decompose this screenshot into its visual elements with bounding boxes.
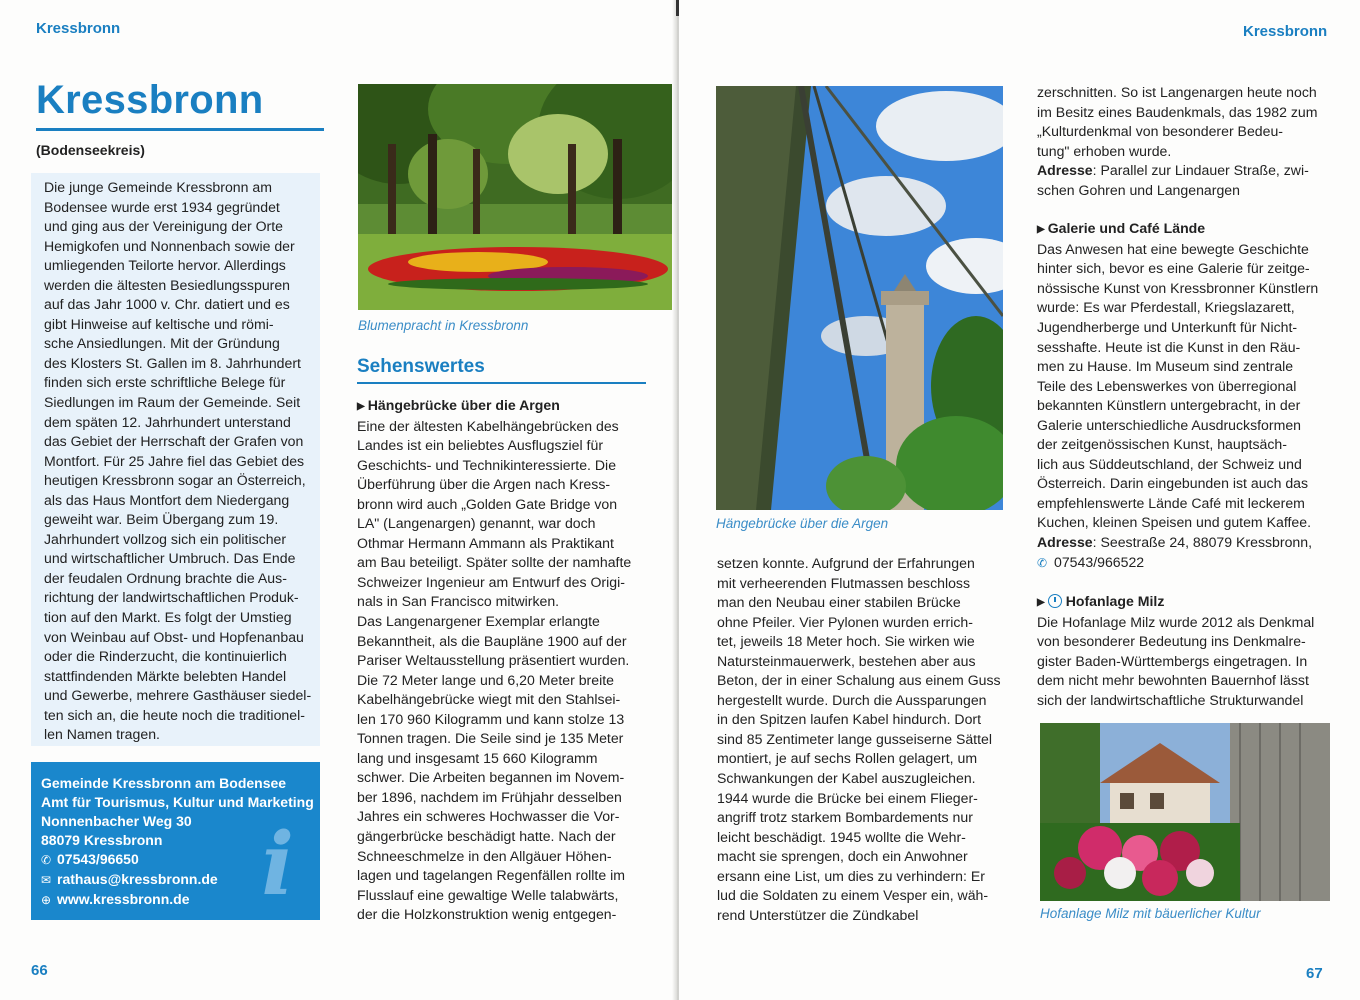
text-line: leicht beschädigt. 1945 wollte die Wehr-: [717, 828, 966, 845]
intro-line: Siedlungen im Raum der Gemeinde. Seit: [44, 394, 301, 411]
intro-line: des Klosters St. Gallen im 8. Jahrhundert: [44, 354, 301, 371]
bridge-photo-caption: Hängebrücke über die Argen: [716, 516, 889, 531]
column-bridge-continued: [717, 554, 1017, 925]
text-line: Natursteinmauerwerk, bestehen aber aus: [717, 652, 976, 669]
clock-icon: [1048, 594, 1062, 608]
text-line: nössische Kunst von Kressbronner Künstlern: [1037, 279, 1319, 296]
tourist-info-box: [31, 762, 320, 920]
text-line: Die Hofanlage Milz wurde 2012 als Denkmal: [1037, 613, 1315, 630]
intro-line: tion auf den Markt. Es folgt der Umstieg: [44, 609, 292, 626]
text-line: gister Baden-Württembergs eingetragen. In: [1037, 652, 1308, 669]
intro-line: richtung der landwirtschaftlichen Produk-: [44, 589, 299, 606]
text-line: Pariser Weltausstellung präsentiert wurden.: [357, 652, 630, 669]
info-street: Nonnenbacher Weg 30: [41, 813, 192, 829]
text-line: in den Spitzen laufen Kabel hindurch. Dort: [717, 711, 982, 728]
intro-line: und wirtschaftlicher Umbruch. Das Ende: [44, 550, 296, 567]
column-bridge-text: [357, 396, 657, 925]
text-line: setzen konnte. Aufgrund der Erfahrungen: [717, 555, 975, 571]
entry-title-galerie: [1037, 220, 1205, 236]
address-label: Adresse: [1037, 534, 1093, 551]
text-line: lud die Soldaten zu einem Vesper ein, wäh-: [717, 887, 989, 904]
text-line: Überführung über die Argen nach Kress-: [357, 476, 611, 493]
galerie-phone[interactable]: 07543/966522: [1054, 553, 1145, 570]
text-line: Tonnen tragen. Die Seile sind je 135 Meter: [357, 730, 624, 747]
info-email[interactable]: rathaus@kressbronn.de: [57, 871, 218, 887]
intro-line: len Namen tragen.: [44, 726, 160, 743]
text-line: dem nicht mehr bewohnten Bauernhof lässt: [1037, 672, 1309, 689]
text-line: der zeitgenössischen Kunst, hauptsäch-: [1037, 436, 1287, 453]
triangle-bullet-icon: ▶: [1037, 597, 1045, 609]
info-city: 88079 Kressbronn: [41, 832, 163, 848]
info-web[interactable]: www.kressbronn.de: [57, 891, 190, 907]
text-line: Schneeschmelze in den Allgäuer Höhen-: [357, 847, 612, 864]
intro-line: heutigen Kressbronn sogar an Österreich,: [44, 472, 306, 489]
text-line: Bekanntheit, als die Baupläne 1900 auf der: [357, 632, 627, 649]
section-underline: [357, 382, 646, 384]
district-subtitle: (Bodenseekreis): [36, 142, 145, 158]
intro-box: [31, 173, 320, 746]
globe-icon: ⊕: [41, 893, 52, 907]
text-line: im Besitz eines Baudenkmals, das 1982 zum: [1037, 103, 1318, 120]
text-line: tung" erhoben wurde.: [1037, 142, 1172, 159]
text-line: man den Neubau einer stabilen Brücke: [717, 594, 961, 611]
phone-icon: ✆: [41, 853, 52, 867]
text-line: am Bau beteiligt. Später sollte der namhafte: [357, 554, 632, 571]
text-line: hergestellt wurde. Durch die Aussparungen: [717, 691, 987, 708]
text-line: Jahres ein schweres Hochwasser die Vor-: [357, 808, 620, 825]
text-line: ersann eine List, um dies zu verhindern: Er: [717, 867, 985, 884]
text-line: macht sie sprengen, doch ein Anwohner: [717, 848, 968, 865]
intro-line: stattfindenden Märkte belebten Handel: [44, 667, 287, 684]
text-line: Teile des Lebenswerkes von überregional: [1037, 377, 1297, 394]
text-line: hinter sich, bevor es eine Galerie für zeitge-: [1037, 260, 1310, 277]
text-line: montiert, je auf sechs Rollen gelagert, um: [717, 750, 978, 767]
text-line: sind 85 Zentimeter lange gusseiserne Sättel: [717, 730, 992, 747]
intro-line: gibt Hinweise auf keltische und römi-: [44, 315, 274, 332]
text-line: angriff trotz starkem Bombardements nur: [717, 809, 973, 826]
section-heading-sights: Sehenswertes: [357, 356, 485, 377]
text-line: mit verheerenden Flutmassen beschloss: [717, 574, 971, 591]
farm-photo-caption: Hofanlage Milz mit bäuerlicher Kultur: [1040, 906, 1261, 921]
address-text: schen Gohren und Langenargen: [1037, 181, 1240, 198]
entry-title-milz: [1037, 593, 1164, 609]
intro-line: der feudalen Ordnung brachte die Aus-: [44, 569, 287, 586]
text-line: Eine der ältesten Kabelhängebrücken des: [357, 417, 619, 434]
text-line: empfehlenswerte Lände Café mit leckerem: [1037, 494, 1305, 511]
text-line: Flusslauf eine gewaltige Welle talabwärts,: [357, 886, 619, 903]
intro-line: auf das Jahr 1000 v. Chr. datiert und es: [44, 296, 290, 313]
triangle-bullet-icon: ▶: [357, 401, 365, 412]
right-page: [679, 0, 1360, 1000]
intro-line: Die junge Gemeinde Kressbronn am: [44, 179, 272, 195]
info-phone[interactable]: 07543/96650: [57, 851, 139, 867]
text-line: Das Anwesen hat eine bewegte Geschichte: [1037, 240, 1309, 257]
info-name: Gemeinde Kressbronn am Bodensee: [41, 775, 287, 791]
text-line: Othmar Hermann Ammann als Praktikant: [357, 534, 614, 551]
text-line: men zu Hause. Im Museum sind zentrale: [1037, 358, 1294, 375]
text-line: Kuchen, kleinen Speisen und gutem Kaffee.: [1037, 514, 1311, 531]
intro-line: und Gewerbe, mehrere Gasthäuser siedel-: [44, 687, 312, 704]
text-line: Das Langenargener Exemplar erlangte: [357, 613, 600, 630]
text-line: wurde: Es war Pferdestall, Kriegslazarett,: [1037, 299, 1295, 316]
intro-line: dem späten 12. Jahrhundert unterstand: [44, 413, 291, 430]
park-photo-caption: Blumenpracht in Kressbronn: [358, 318, 529, 333]
text-line: Die 72 Meter lange und 6,20 Meter breite: [357, 671, 614, 688]
text-line: LA" (Langenargen) genannt, war doch: [357, 515, 596, 532]
text-line: zerschnitten. So ist Langenargen heute noch: [1037, 84, 1317, 100]
text-line: Galerie unterschiedliche Ausdrucksformen: [1037, 416, 1301, 433]
text-line: sich der landwirtschaftliche Strukturwandel: [1037, 691, 1304, 708]
running-head-right: Kressbronn: [1243, 23, 1328, 40]
intro-line: geweiht war. Beim Übergang zum 19.: [44, 511, 279, 528]
text-line: 1944 wurde die Brücke bei einem Flieger-: [717, 789, 978, 806]
intro-line: Jahrhundert vollzog sich ein politischer: [44, 530, 287, 547]
mail-icon: ✉: [41, 873, 52, 887]
column-right-text: [1037, 83, 1337, 710]
intro-line: von Weinbau auf Obst- und Hopfenanbau: [44, 628, 304, 645]
intro-line: ten sich an, die heute noch die traditionel-: [44, 706, 305, 723]
page-title: Kressbronn: [36, 78, 264, 122]
text-line: Kabelhängebrücke wiegt mit den Stahlsei-: [357, 691, 621, 708]
text-line: bronn wird auch „Golden Gate Bridge von: [357, 495, 618, 512]
text-line: lich aus Süddeutschland, der Schweiz und: [1037, 455, 1302, 472]
text-line: schwer. Die Arbeiten begannen im Novem-: [357, 769, 625, 786]
text-line: ohne Pfeiler. Vier Pylonen wurden errich-: [717, 613, 973, 630]
bridge-photo: [716, 86, 1003, 510]
left-page: [0, 0, 677, 1000]
address-text: : Parallel zur Lindauer Straße, zwi-: [1092, 162, 1309, 179]
text-line: gängerbrücke beschädigt hatte. Nach der: [357, 828, 616, 845]
info-office: Amt für Tourismus, Kultur und Marketing: [41, 794, 314, 810]
text-line: Österreich. Darin eingebunden ist auch das: [1037, 475, 1309, 492]
text-line: von besonderer Bedeutung ins Denkmalre-: [1037, 633, 1306, 650]
text-line: Jugendherberge und Unterkunft für Nicht-: [1037, 319, 1298, 336]
text-line: len 170 960 Kilogramm und kann stolze 13: [357, 710, 625, 727]
text-line: „Kulturdenkmal von besonderer Bedeu-: [1037, 123, 1284, 140]
page-number-right: 67: [1306, 965, 1323, 982]
bridge-image: [716, 86, 1003, 510]
intro-line: finden sich erste schriftliche Belege für: [44, 374, 286, 391]
text-line: rend Unterstützer die Zündkabel: [717, 906, 919, 923]
intro-line: als das Haus Montfort dem Niedergang: [44, 491, 290, 508]
intro-line: Bodensee wurde erst 1934 gegründet: [44, 198, 280, 215]
text-line: lang und insgesamt 15 660 Kilogramm: [357, 749, 598, 766]
information-icon: i: [261, 814, 294, 915]
text-line: Schweizer Ingenieur am Entwurf des Origi-: [357, 573, 625, 590]
text-line: sesshafte. Heute ist die Kunst in den Räu-: [1037, 338, 1301, 355]
text-line: ber 1896, nachdem im Frühjahr desselben: [357, 788, 622, 805]
entry-title-text: Hofanlage Milz: [1065, 593, 1165, 610]
address-label: Adresse: [1037, 162, 1093, 179]
intro-text: [44, 178, 312, 745]
park-flowers-photo: [358, 84, 674, 310]
intro-line: sche Ansiedlungen. Mit der Gründung: [44, 335, 280, 352]
text-line: Landes ist ein beliebtes Ausflugsziel für: [357, 437, 604, 454]
intro-line: das Gebiet der Herrschaft der Grafen von: [44, 433, 304, 450]
entry-title-bridge: [357, 397, 560, 413]
park-flowers-image: [358, 84, 674, 310]
farm-flowers-image: [1040, 723, 1330, 901]
text-line: Beton, der in einer Schalung aus einem Guss: [717, 672, 1001, 689]
page-number-left: 66: [31, 962, 48, 979]
text-line: der die Holzkonstruktion wenig entgegen-: [357, 906, 617, 923]
phone-icon: ✆: [1037, 555, 1048, 570]
intro-line: umliegenden Teilorte hervor. Allerdings: [44, 257, 286, 274]
text-line: bekannten Künstlern untergebracht, in der: [1037, 397, 1301, 414]
triangle-bullet-icon: ▶: [1037, 224, 1045, 236]
text-line: lagen und tagelangen Regenfällen rollte im: [357, 867, 625, 884]
title-underline: [36, 128, 324, 131]
text-line: Schwankungen der Kabel auszugleichen.: [717, 770, 976, 787]
text-line: Geschichts- und Technikinteressierte. Die: [357, 456, 617, 473]
running-head-left: Kressbronn: [36, 20, 121, 37]
intro-line: und ging aus der Vereinigung der Orte: [44, 218, 283, 235]
intro-line: Montfort. Für 25 Jahre fiel das Gebiet des: [44, 452, 305, 469]
entry-title-text: Galerie und Café Lände: [1047, 220, 1206, 237]
address-text: : Seestraße 24, 88079 Kressbronn,: [1092, 534, 1312, 551]
entry-title-text: Hängebrücke über die Argen: [367, 397, 560, 413]
text-line: nals in San Francisco mitwirken.: [357, 593, 560, 610]
intro-line: Hemigkofen und Nonnenbach sowie der: [44, 237, 295, 254]
intro-line: werden die ältesten Besiedlungsspuren: [44, 276, 291, 293]
farm-flowers-photo: [1040, 723, 1330, 901]
intro-line: oder die Rinderzucht, die kontinuierlich: [44, 648, 287, 665]
text-line: tet, jeweils 18 Meter hoch. Sie wirken wie: [717, 633, 975, 650]
